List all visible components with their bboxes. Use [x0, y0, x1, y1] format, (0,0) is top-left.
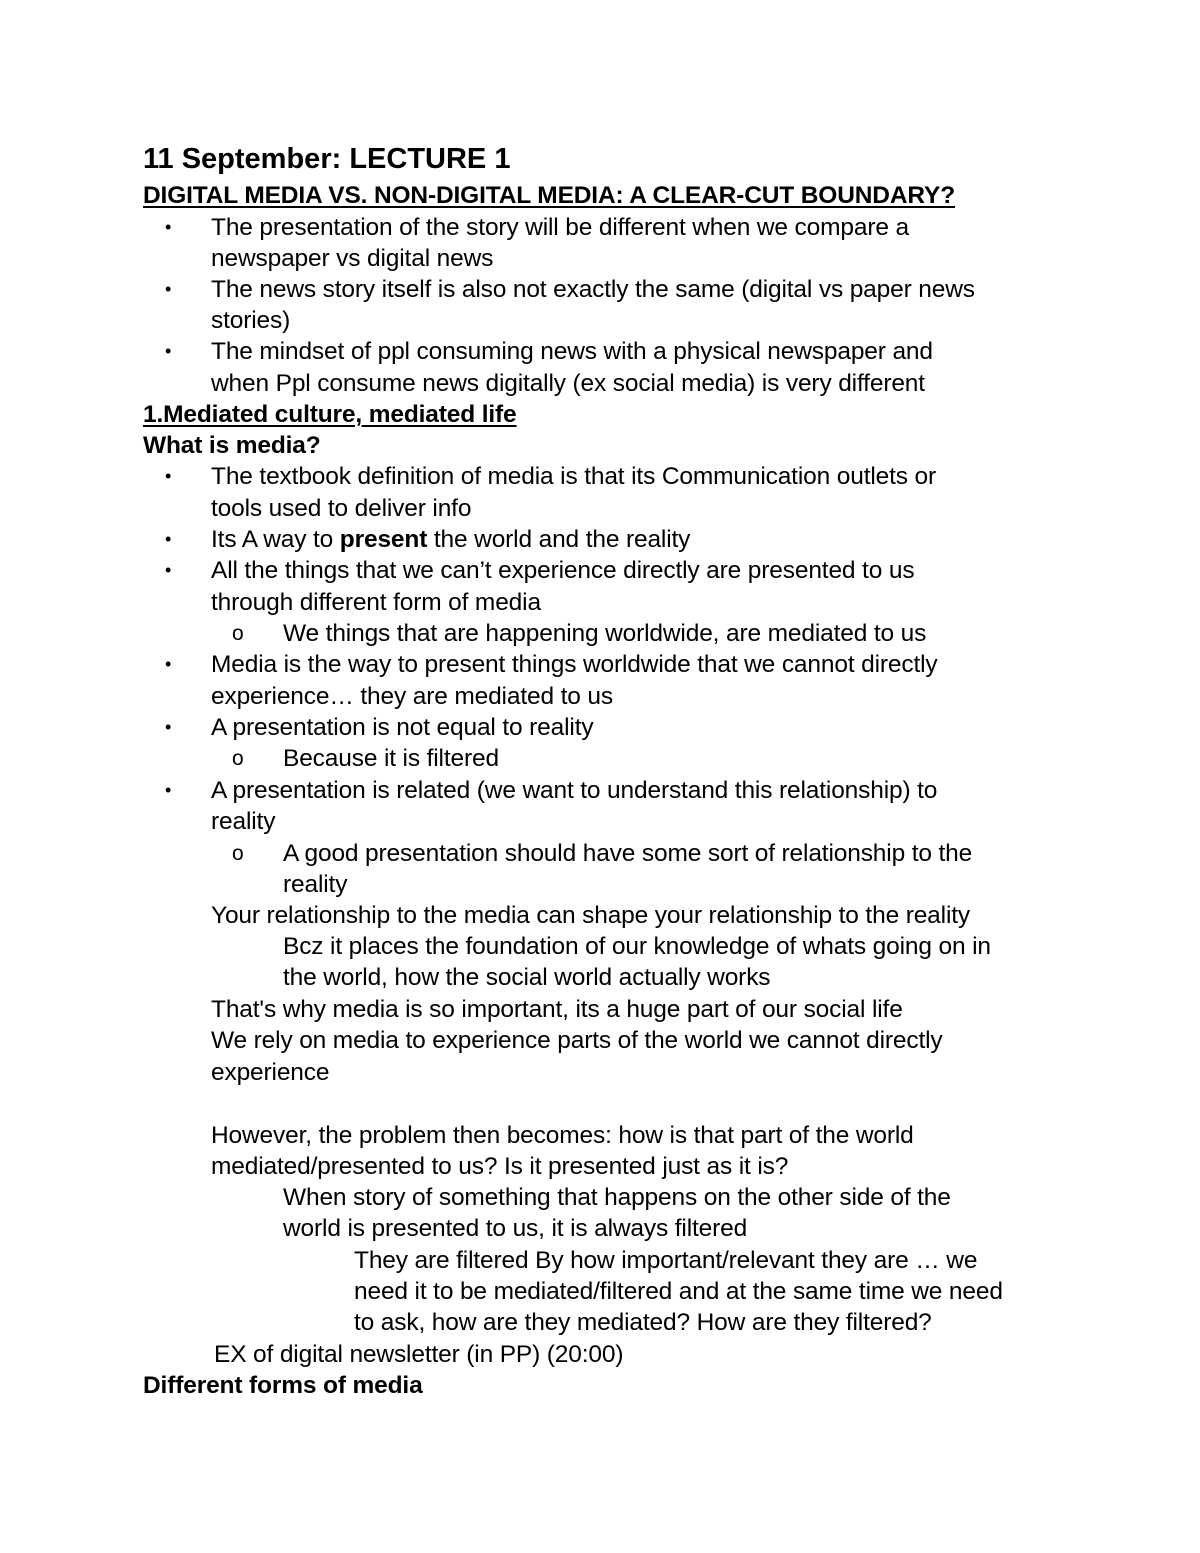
bullet-text: The news story itself is also not exactly the same (digital vs paper news: [211, 276, 975, 303]
bullet-text-continued: reality: [211, 808, 276, 835]
page-title: 11 September: LECTURE 1: [143, 143, 511, 175]
sub-bullet-text-continued: reality: [283, 871, 348, 898]
bullet-icon: •: [165, 529, 172, 549]
paragraph-line: mediated/presented to us? Is it presented just as it is?: [211, 1153, 789, 1180]
paragraph-line-double-indented: need it to be mediated/filtered and at the same time we need: [354, 1278, 1003, 1305]
paragraph-line-indented: When story of something that happens on the other side of the: [283, 1184, 951, 1211]
sub-bullet-icon: o: [232, 747, 244, 770]
bullet-icon: •: [165, 341, 172, 361]
paragraph-line-double-indented: to ask, how are they mediated? How are they filtered?: [354, 1309, 932, 1336]
bullet-icon: •: [165, 466, 172, 486]
sub-bullet-text: A good presentation should have some sort of relationship to the: [283, 840, 973, 867]
sub-bullet-icon: o: [232, 622, 244, 645]
bullet-text: [211, 524, 1100, 555]
paragraph-line-indented: Bcz it places the foundation of our knowledge of whats going on in: [283, 933, 991, 960]
bullet-icon: •: [165, 654, 172, 674]
example-note: EX of digital newsletter (in PP) (20:00): [214, 1341, 624, 1368]
subheading-different-forms: Different forms of media: [143, 1372, 423, 1399]
bullet-text: Media is the way to present things worldwide that we cannot directly: [211, 651, 938, 678]
bullet-icon: •: [165, 780, 172, 800]
bullet-icon: •: [165, 560, 172, 580]
bold-emphasis: present: [339, 526, 428, 553]
bullet-text-part: Its A way to: [211, 526, 340, 553]
paragraph-line: That's why media is so important, its a huge part of our social life: [211, 996, 903, 1023]
paragraph-line-indented: world is presented to us, it is always filtered: [283, 1215, 748, 1242]
paragraph-line: However, the problem then becomes: how is that part of the world: [211, 1122, 914, 1149]
paragraph-line: We rely on media to experience parts of the world we cannot directly: [211, 1027, 943, 1054]
bullet-text: A presentation is related (we want to understand this relationship) to: [211, 777, 938, 804]
bullet-text-continued: tools used to deliver info: [211, 495, 472, 522]
bullet-icon: •: [165, 279, 172, 299]
bullet-text: The presentation of the story will be different when we compare a: [211, 214, 909, 241]
paragraph-line-indented: the world, how the social world actually works: [283, 964, 771, 991]
sub-bullet-text: We things that are happening worldwide, are mediated to us: [283, 620, 927, 647]
paragraph-line: Your relationship to the media can shape your relationship to the reality: [211, 902, 971, 929]
bullet-text-continued: experience… they are mediated to us: [211, 683, 613, 710]
bullet-text-part: the world and the reality: [427, 526, 691, 553]
section-heading-digital-media: DIGITAL MEDIA VS. NON-DIGITAL MEDIA: A CLEAR-CUT BOUNDARY?: [143, 182, 956, 209]
bullet-text: The mindset of ppl consuming news with a physical newspaper and: [211, 338, 933, 365]
sub-bullet-text: Because it is filtered: [283, 745, 499, 772]
paragraph-line: experience: [211, 1059, 330, 1086]
bullet-text-continued: through different form of media: [211, 589, 541, 616]
bullet-text-continued: newspaper vs digital news: [211, 245, 494, 272]
bullet-icon: •: [165, 217, 172, 237]
bullet-text: The textbook definition of media is that its Communication outlets or: [211, 463, 937, 490]
bullet-text: All the things that we can’t experience directly are presented to us: [211, 557, 915, 584]
bullet-text-continued: stories): [211, 307, 291, 334]
bullet-icon: •: [165, 717, 172, 737]
subheading-what-is-media: What is media?: [143, 432, 321, 459]
paragraph-line-double-indented: They are filtered By how important/relevant they are … we: [354, 1247, 978, 1274]
section-heading-mediated-culture: 1.Mediated culture, mediated life: [143, 401, 517, 428]
sub-bullet-icon: o: [232, 842, 244, 865]
bullet-text-continued: when Ppl consume news digitally (ex social media) is very different: [211, 370, 925, 397]
bullet-text: A presentation is not equal to reality: [211, 714, 594, 741]
